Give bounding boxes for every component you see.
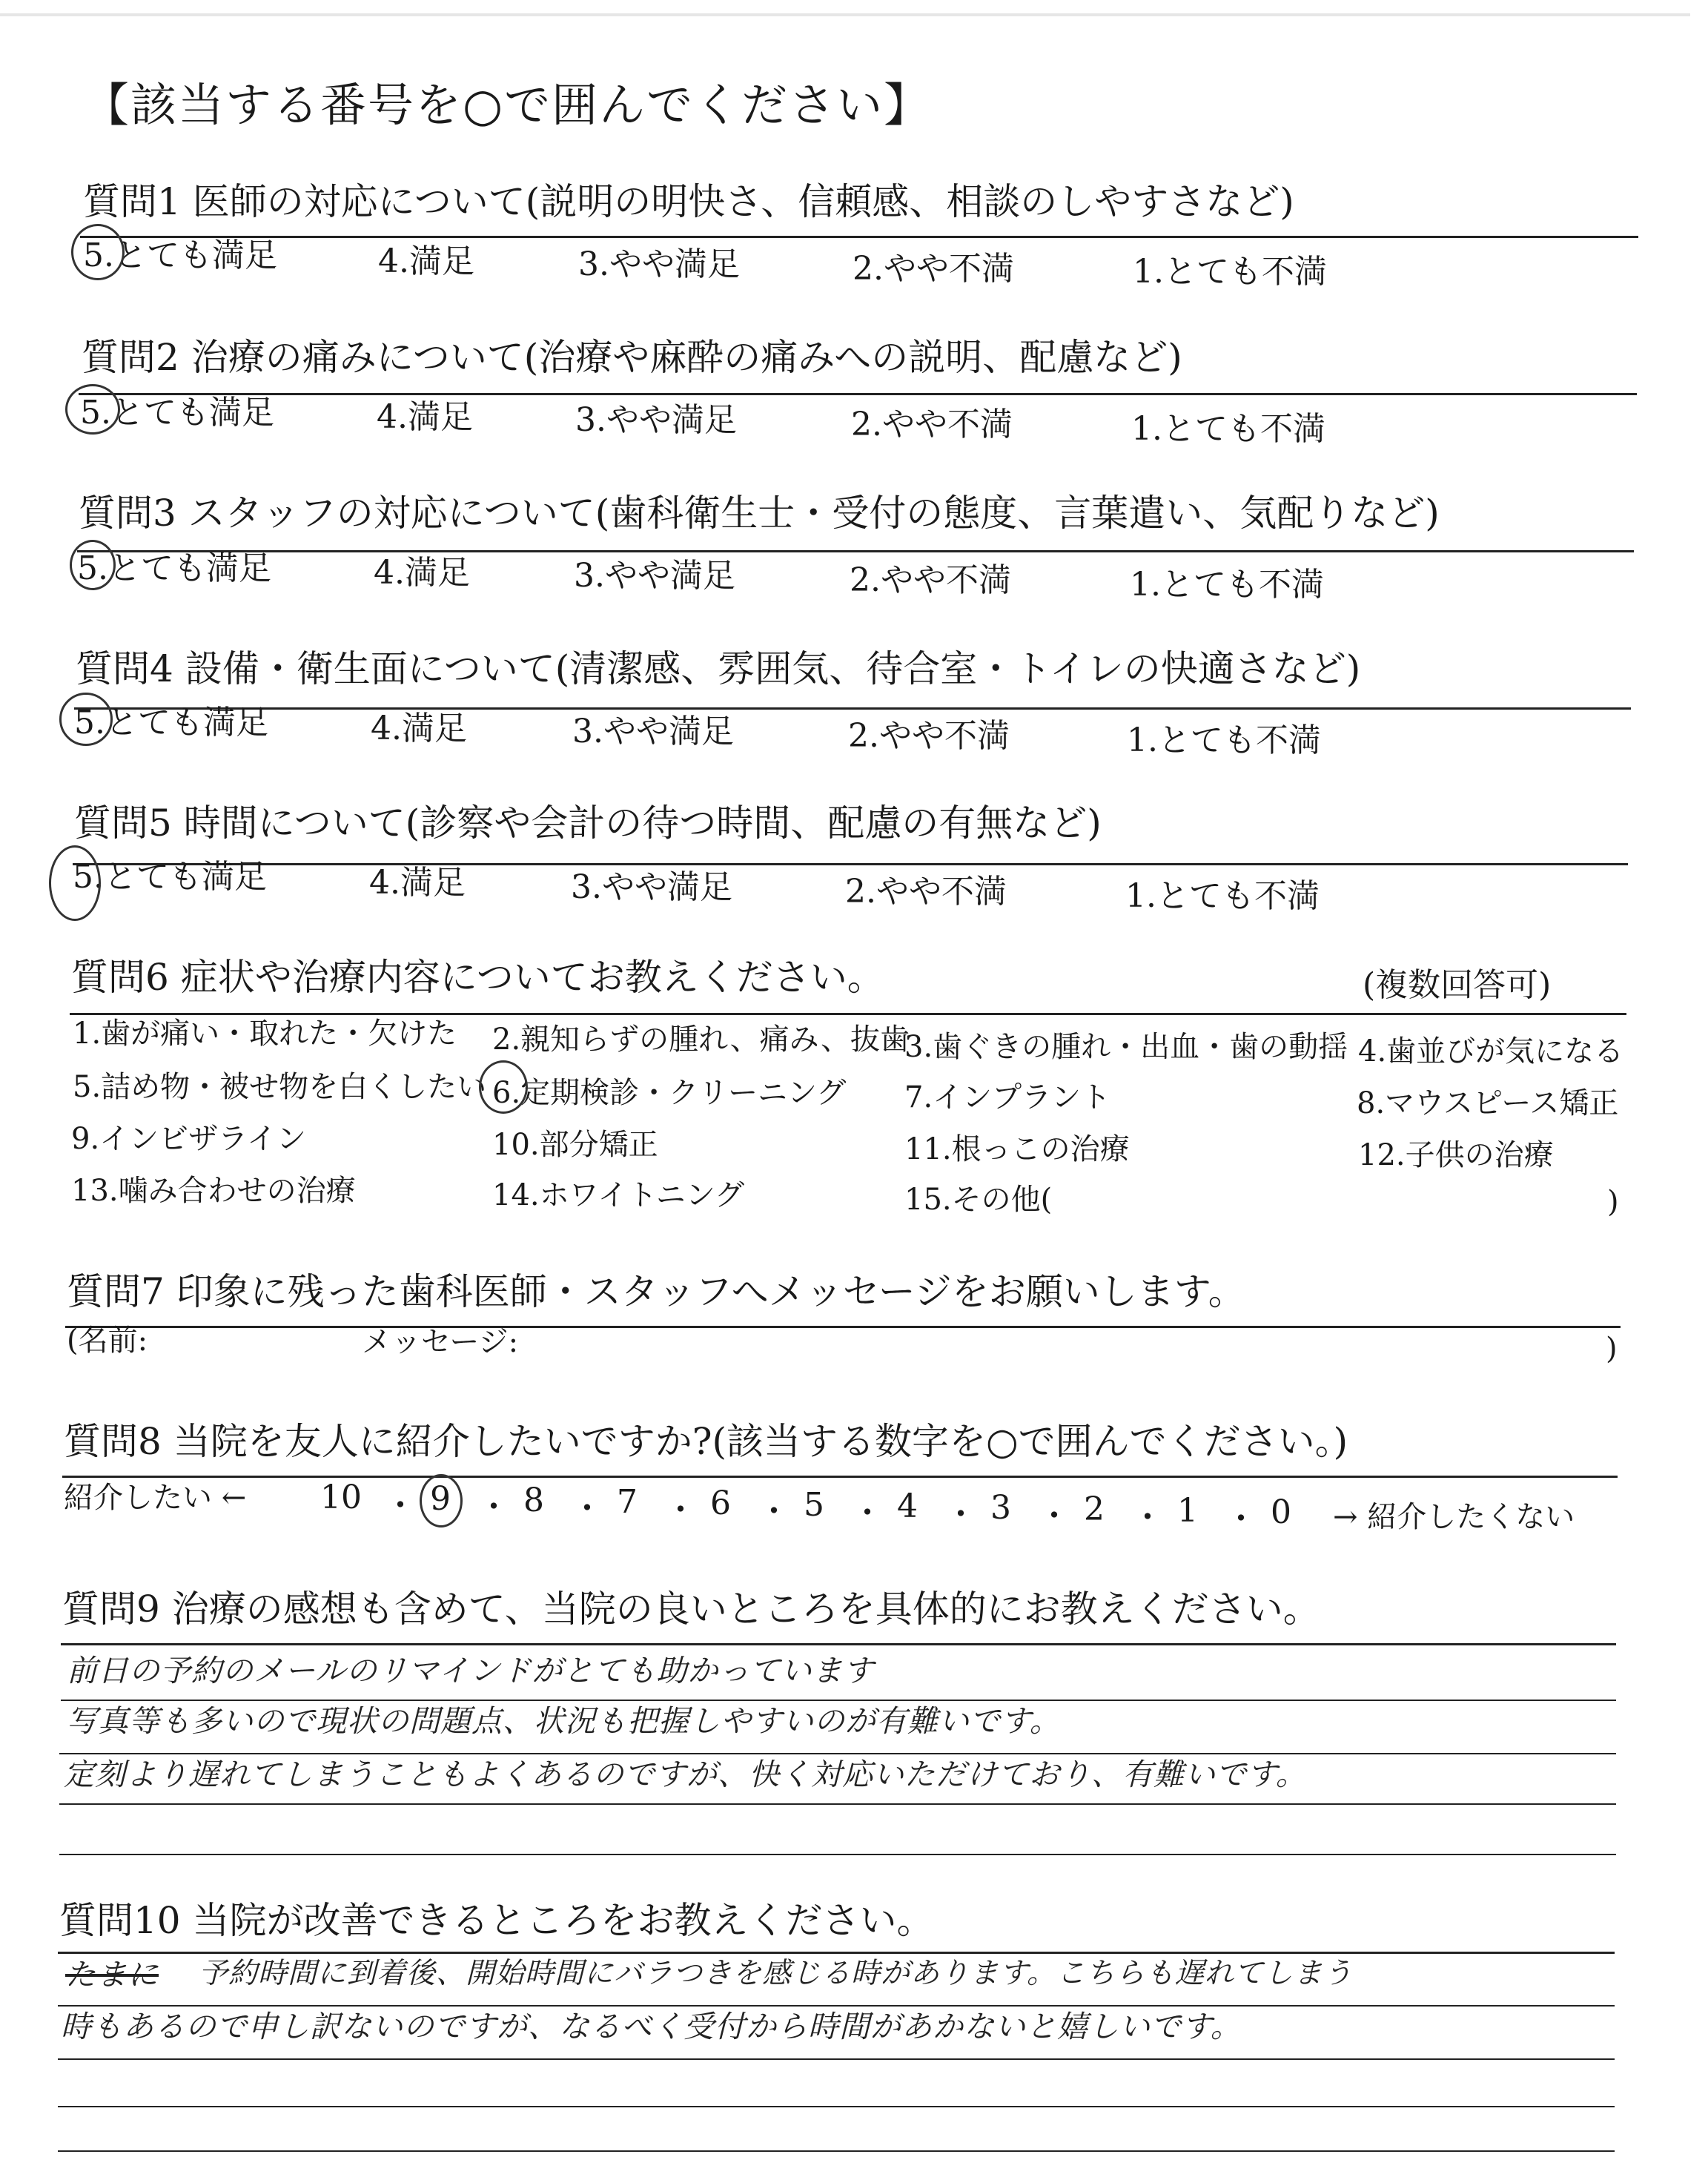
q8-sep: ・ (758, 1493, 790, 1530)
q5-option-3[interactable]: 3.やや満足 (571, 868, 732, 906)
q1-option-5[interactable]: 5.とても満足 (83, 237, 277, 274)
q4-option-5[interactable]: 5.とても満足 (74, 704, 268, 742)
q6-item-6[interactable]: 6.定期検診・クリーニング (492, 1076, 847, 1110)
q6-item-11[interactable]: 11.根っこの治療 (904, 1132, 1130, 1166)
q6-item-15[interactable]: 15.その他( (904, 1183, 1053, 1217)
q9-rule-4 (59, 1803, 1616, 1805)
q6-item-14[interactable]: 14.ホワイトニング (492, 1178, 745, 1212)
q6-item-2[interactable]: 2.親知らずの腫れ、痛み、抜歯 (492, 1023, 910, 1057)
q2-option-3[interactable]: 3.やや満足 (575, 401, 737, 439)
q3-rule (77, 550, 1634, 552)
q6-note: (複数回答可) (1363, 966, 1552, 1004)
q9-rule-1 (61, 1643, 1616, 1645)
q4-selected-circle (59, 693, 113, 746)
q8-sep: ・ (477, 1488, 510, 1526)
q8-rule (62, 1476, 1618, 1478)
q3-selected-circle (70, 540, 116, 590)
q8-left-label: 紹介したい ← (64, 1481, 247, 1515)
q8-title: 質問8 当院を友人に紹介したいですか?(該当する数字を○で囲んでください。) (64, 1420, 1348, 1463)
q7-title: 質問7 印象に残った歯科医師・スタッフへメッセージをお願いします。 (67, 1270, 1245, 1313)
q8-sep: ・ (851, 1494, 884, 1532)
q5-option-5[interactable]: 5.とても満足 (73, 858, 267, 896)
q8-scale-2[interactable]: 2 (1084, 1490, 1105, 1528)
q5-option-2[interactable]: 2.やや不満 (845, 873, 1007, 911)
q6-selected-circle (479, 1060, 528, 1114)
q1-option-1[interactable]: 1.とても不満 (1133, 253, 1327, 291)
q1-title: 質問1 医師の対応について(説明の明快さ、信頼感、相談のしやすさなど) (83, 180, 1294, 223)
q1-option-4[interactable]: 4.満足 (378, 242, 474, 280)
q8-scale-6[interactable]: 6 (710, 1484, 731, 1522)
q2-selected-circle (65, 384, 120, 435)
q4-option-4[interactable]: 4.満足 (371, 710, 467, 747)
q10-title: 質問10 当院が改善できるところをお教えください。 (59, 1899, 934, 1942)
q8-scale-8[interactable]: 8 (523, 1482, 544, 1519)
q1-rule (80, 236, 1638, 238)
q10-rule-5 (58, 2150, 1615, 2152)
q7-name-label: (名前: (67, 1324, 148, 1358)
q2-option-5[interactable]: 5.とても満足 (80, 394, 274, 432)
q10-answer-line-2: 時もあるので申し訳ないのですが、なるべく受付から時間があかないと嬉しいです。 (61, 2009, 1242, 2044)
q9-answer-line-2: 写真等も多いので現状の問題点、状況も把握しやすいのが有難いです。 (67, 1703, 1061, 1739)
q9-answer-line-1: 前日の予約のメールのリマインドがとても助かっています (67, 1653, 875, 1688)
q10-rule-4 (58, 2106, 1615, 2107)
q6-item-4[interactable]: 4.歯並びが気になる (1358, 1034, 1624, 1069)
q8-sep: ・ (384, 1487, 417, 1525)
q6-item-9[interactable]: 9.インビザライン (71, 1122, 306, 1156)
q4-title: 質問4 設備・衛生面について(清潔感、雰囲気、待合室・トイレの快適さなど) (76, 647, 1361, 690)
q6-item-1[interactable]: 1.歯が痛い・取れた・欠けた (73, 1017, 457, 1051)
q3-option-5[interactable]: 5.とても満足 (77, 549, 271, 587)
q3-option-2[interactable]: 2.やや不満 (850, 561, 1011, 599)
q2-option-4[interactable]: 4.満足 (377, 398, 473, 436)
q1-selected-circle (71, 224, 125, 280)
q8-scale-9[interactable]: 9 (430, 1480, 451, 1518)
q6-item-3[interactable]: 3.歯ぐきの腫れ・出血・歯の動揺 (904, 1030, 1348, 1064)
q1-option-2[interactable]: 2.やや不満 (853, 250, 1014, 288)
q7-close-paren: ) (1606, 1332, 1618, 1366)
q10-struck-word: たまに (65, 1957, 159, 1992)
q8-sep: ・ (1131, 1499, 1164, 1536)
q3-option-3[interactable]: 3.やや満足 (574, 557, 735, 595)
q5-title: 質問5 時間について(診察や会計の待つ時間、配慮の有無など) (74, 802, 1102, 845)
q4-option-3[interactable]: 3.やや満足 (572, 713, 734, 750)
q10-answer-line-1: 予約時間に到着後、開始時間にバラつきを感じる時があります。こちらも遅れてしまう (199, 1957, 1353, 1990)
q9-rule-5 (59, 1854, 1616, 1855)
q4-option-2[interactable]: 2.やや不満 (848, 717, 1010, 755)
q8-scale-1[interactable]: 1 (1177, 1492, 1198, 1530)
q3-option-1[interactable]: 1.とても不満 (1130, 566, 1324, 604)
q2-option-1[interactable]: 1.とても不満 (1131, 410, 1325, 448)
q6-title: 質問6 症状や治療内容についてお教えください。 (71, 956, 884, 999)
q5-option-1[interactable]: 1.とても不満 (1125, 877, 1320, 915)
q2-title: 質問2 治療の痛みについて(治療や麻酔の痛みへの説明、配慮など) (82, 336, 1182, 379)
q5-option-4[interactable]: 4.満足 (369, 864, 466, 902)
q6-item-8[interactable]: 8.マウスピース矯正 (1357, 1086, 1619, 1120)
q6-item-10[interactable]: 10.部分矯正 (492, 1128, 658, 1162)
q8-sep: ・ (1225, 1500, 1257, 1538)
q7-message-label: メッセージ: (362, 1325, 519, 1359)
q6-other-close-paren: ) (1607, 1185, 1619, 1219)
q8-scale-5[interactable]: 5 (804, 1486, 824, 1524)
q6-item-7[interactable]: 7.インプラント (904, 1080, 1111, 1114)
q2-option-2[interactable]: 2.やや不満 (851, 406, 1013, 443)
q9-answer-line-3: 定刻より遅れてしまうこともよくあるのですが、快く対応いただけており、有難いです。 (64, 1757, 1307, 1792)
q8-scale-3[interactable]: 3 (990, 1489, 1011, 1527)
sheet-title: 【該当する番号を○で囲んでください】 (83, 78, 932, 132)
q8-scale-0[interactable]: 0 (1271, 1493, 1291, 1531)
q8-scale-7[interactable]: 7 (617, 1483, 638, 1521)
q1-option-3[interactable]: 3.やや満足 (578, 245, 740, 283)
q8-scale-10[interactable]: 10 (320, 1479, 362, 1516)
q2-rule (79, 393, 1637, 395)
q8-sep: ・ (664, 1491, 697, 1529)
q8-sep: ・ (1038, 1497, 1070, 1535)
q6-item-12[interactable]: 12.子供の治療 (1358, 1138, 1554, 1172)
q8-sep: ・ (944, 1496, 977, 1533)
q8-scale-4[interactable]: 4 (897, 1487, 918, 1525)
q8-selected-circle (420, 1474, 463, 1527)
q6-item-5[interactable]: 5.詰め物・被せ物を白くしたい (73, 1070, 487, 1104)
q3-option-4[interactable]: 4.満足 (374, 554, 470, 592)
scan-top-edge (0, 13, 1690, 16)
q8-right-label: → 紹介したくない (1333, 1500, 1575, 1534)
q7-rule (65, 1326, 1621, 1328)
q9-title: 質問9 治療の感想も含めて、当院の良いところを具体的にお教えください。 (62, 1588, 1320, 1631)
q6-item-13[interactable]: 13.噛み合わせの治療 (71, 1174, 356, 1208)
q10-rule-3 (58, 2058, 1615, 2060)
q3-title: 質問3 スタッフの対応について(歯科衛生士・受付の態度、言葉遣い、気配りなど) (79, 492, 1440, 535)
q8-sep: ・ (571, 1490, 603, 1527)
q4-option-1[interactable]: 1.とても不満 (1127, 721, 1321, 759)
q5-selected-circle (49, 845, 101, 921)
